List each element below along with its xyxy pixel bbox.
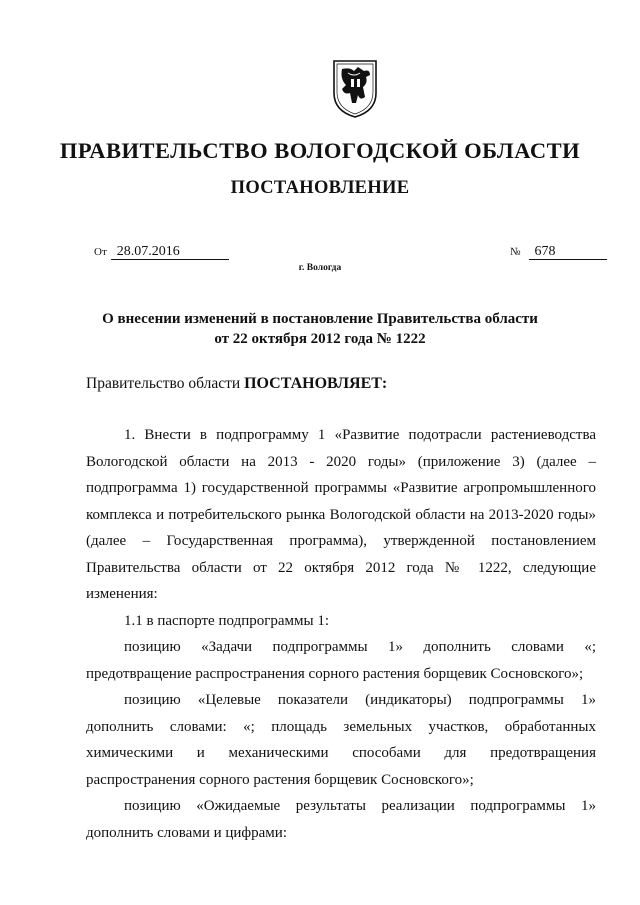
body-paragraph: позицию «Задачи подпрограммы 1» дополнить словами «; предотвращение распространения сорного растения борщевик Сосновского»;	[86, 639, 596, 682]
date-prefix: От	[94, 246, 107, 258]
body-paragraph: позицию «Целевые показатели (индикаторы) подпрограммы 1» дополнить словами: «; площадь земельных участков, обработанных химическими и механическими способами для предотвращения распространения сорного растения борщевик Сосновского»;	[86, 692, 596, 788]
subject-line-1: О внесении изменений в постановление Правительства области	[102, 311, 538, 327]
preamble-text: Правительство области	[86, 375, 241, 392]
document-subject	[0, 309, 640, 349]
number-value: 678	[529, 244, 607, 260]
document-date	[94, 243, 229, 260]
document-type-title: ПОСТАНОВЛЕНИЕ	[230, 178, 410, 198]
date-value: 28.07.2016	[111, 244, 229, 260]
body-paragraph: 1.1 в паспорте подпрограммы 1:	[124, 612, 330, 629]
city-label: г. Вологда	[298, 263, 342, 273]
number-prefix: №	[510, 246, 521, 258]
document-number	[510, 243, 607, 260]
coat-of-arms-icon	[330, 57, 380, 119]
document-body	[86, 422, 596, 846]
subject-line-2: от 22 октября 2012 года № 1222	[214, 331, 426, 347]
organization-title: ПРАВИТЕЛЬСТВО ВОЛОГОДСКОЙ ОБЛАСТИ	[59, 138, 581, 163]
body-paragraph: 1. Внести в подпрограмму 1 «Развитие подотрасли растениеводства Вологодской области на 2013 - 2020 годы» (приложение 3) (далее – подпрограмма 1) государственной программы «Развитие агропромышленного комплекса и потребительского рынка Вологодской области на 2013-2020 годы» (далее – Государственная программа), утвержденной постановлением Правительства области от 22 октября 2012 года № 1222, следующие изменения:	[86, 427, 596, 602]
preamble	[86, 375, 387, 393]
body-paragraph: позицию «Ожидаемые результаты реализации подпрограммы 1» дополнить словами и цифрами:	[86, 798, 596, 841]
preamble-resolves: ПОСТАНОВЛЯЕТ:	[244, 375, 388, 392]
